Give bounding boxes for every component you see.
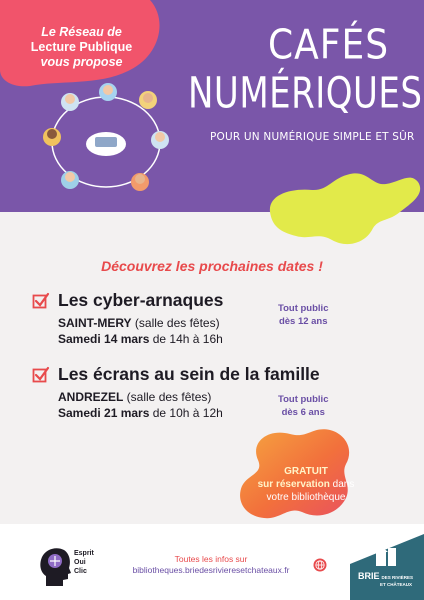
esprit-oui-clic-logo-text (74, 549, 94, 576)
checkbox-checked-icon (32, 292, 50, 310)
yellow-blob-shape (260, 160, 424, 250)
event-time: de 14h à 16h (149, 332, 223, 346)
intro-line-3: vous propose (40, 55, 123, 69)
event-date: Samedi 21 mars (58, 406, 150, 420)
head-profile-logo-icon (38, 546, 72, 588)
infos-label: Toutes les infos sur (174, 554, 248, 564)
people-network-illustration (40, 82, 175, 202)
brie-logo-text (358, 573, 413, 588)
logo-word-esprit: Esprit (74, 550, 94, 557)
free-info-box (244, 465, 368, 504)
library-label: votre bibliothèque (266, 492, 346, 503)
brie-logo-line-1: DES RIVIÈRES (381, 575, 413, 580)
event-datetime (58, 406, 223, 420)
infos-block (116, 554, 306, 576)
reservation-line (244, 478, 368, 491)
title-numeriques: NUMÉRIQUES (188, 68, 423, 119)
intro-text (14, 25, 149, 70)
event-time: de 10h à 12h (149, 406, 223, 420)
event-location (58, 316, 220, 330)
event-title: Les écrans au sein de la famille (58, 364, 320, 384)
globe-icon (313, 558, 327, 572)
checkbox-checked-icon (32, 366, 50, 384)
event-audience (278, 302, 328, 328)
event-place-detail: (salle des fêtes) (123, 390, 212, 404)
event-datetime (58, 332, 223, 346)
brie-logo-main: BRIE (358, 571, 380, 581)
title-cafes: CAFÉS (268, 21, 390, 69)
logo-word-clic: Clic (74, 568, 87, 575)
audience-line-2: dès 6 ans (281, 407, 325, 418)
event-location (58, 390, 211, 404)
reservation-suffix: dans (329, 479, 355, 490)
audience-line-1: Tout public (278, 394, 329, 405)
event-place: SAINT-MERY (58, 316, 132, 330)
audience-line-2: dès 12 ans (278, 316, 328, 327)
tagline: POUR UN NUMÉRIQUE SIMPLE ET SÛR (210, 131, 415, 143)
intro-line-2: Lecture Publique (30, 40, 133, 54)
event-audience (278, 393, 328, 419)
event-place: ANDREZEL (58, 390, 124, 404)
event-date: Samedi 14 mars (58, 332, 150, 346)
brie-logo-block (350, 534, 424, 600)
event-title: Les cyber-arnaques (58, 290, 224, 310)
event-place-detail: (salle des fêtes) (131, 316, 220, 330)
footer (0, 524, 424, 600)
brie-logo-line-2: ET CHÂTEAUX (380, 582, 413, 587)
discover-heading: Découvrez les prochaines dates ! (101, 258, 323, 274)
reservation-label: sur réservation (257, 479, 330, 490)
free-label: GRATUIT (284, 466, 328, 477)
audience-line-1: Tout public (278, 303, 329, 314)
intro-line-1: Le Réseau de (41, 25, 122, 39)
logo-word-oui: Oui (74, 559, 86, 566)
library-website-link[interactable]: bibliotheques.briedesrivieresetchateaux.fr (132, 565, 290, 575)
